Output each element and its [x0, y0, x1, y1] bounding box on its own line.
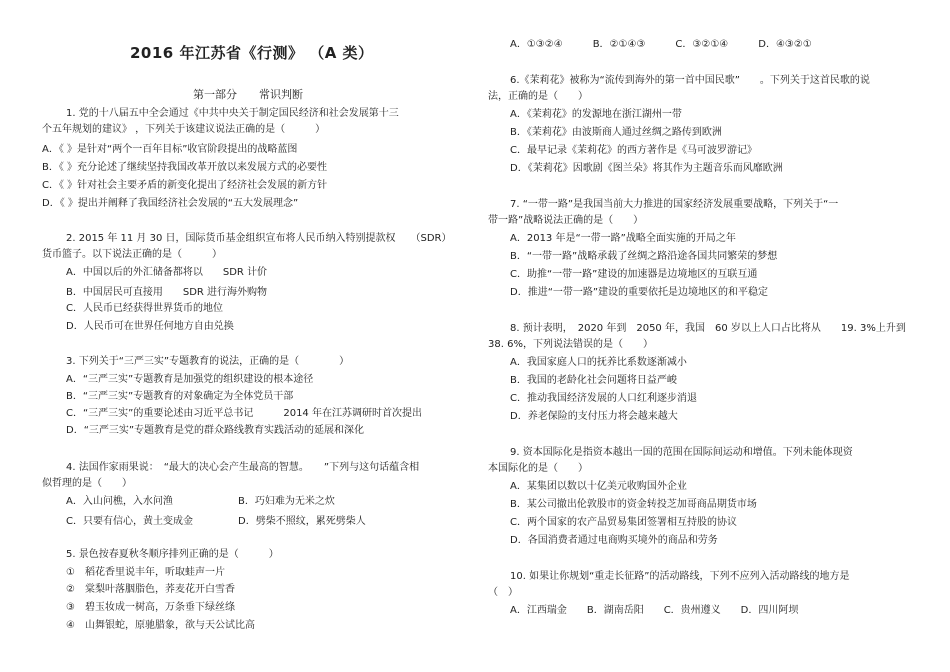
text-line: ④ 山舞银蛇，原驰腊象，欲与天公试比高 — [66, 620, 255, 631]
text-line: 货币篮子。以下说法正确的是（ ） — [42, 249, 222, 260]
text-line: ③ 碧玉妆成一树高，万条垂下绿丝绦 — [66, 602, 235, 613]
text-line: C．“三严三实”的重要论述由习近平总书记 2014 年在江苏调研时首次提出 — [66, 408, 422, 419]
text-line: 9. 资本国际化是指资本越出一国的范围在国际间运动和增值。下列未能体现资 — [510, 447, 853, 458]
text-line: 8. 预计表明， 2020 年到 2050 年，我国 60 岁以上人口占比将从 19. 3%上升到 — [510, 323, 906, 334]
section-heading: 第一部分 常识判断 — [193, 88, 303, 101]
text-line: 本国际化的是（ ） — [488, 463, 588, 474]
text-line: A．江西瑞金 B．湖南岳阳 C．贵州遵义 D．四川阿坝 — [510, 605, 799, 616]
text-line: B．“一带一路”战略承载了丝绸之路沿途各国共同繁荣的梦想 — [510, 251, 778, 262]
text-line: 6.《茉莉花》被称为“流传到海外的第一首中国民歌” 。下列关于这首民歌的说 — [510, 75, 870, 86]
text-line: A．“三严三实”专题教育是加强党的组织建设的根本途径 — [66, 374, 314, 385]
text-line: C．两个国家的农产品贸易集团签署相互持股的协议 — [510, 517, 737, 528]
text-line: A．①③②④ B．②①④③ C．③②①④ D．④③②① — [510, 39, 812, 50]
text-line: B．《 》充分论述了继续坚持我国改革开放以来发展方式的必要性 — [42, 162, 328, 173]
text-line: A．《茉莉花》的发源地在浙江湖州一带 — [510, 109, 682, 120]
text-line: 3. 下列关于“三严三实”专题教育的说法，正确的是（ ） — [66, 356, 350, 367]
text-line: （ ） — [488, 587, 518, 598]
text-line: C．《 》针对社会主要矛盾的新变化提出了经济社会发展的新方针 — [42, 180, 328, 191]
text-line: 4. 法国作家雨果说： “最大的决心会产生最高的智慧。 ”下列与这句话蕴含相 — [66, 462, 420, 473]
text-line: C．推动我国经济发展的人口红利逐步消退 — [510, 393, 697, 404]
text-line: A．我国家庭人口的抚养比系数逐渐减小 — [510, 357, 687, 368]
text-line: A．2013 年是“一带一路”战略全面实施的开局之年 — [510, 233, 736, 244]
text-line: C．只要有信心，黄土变成金 — [66, 516, 193, 527]
text-line: A．某集团以数以十亿美元收购国外企业 — [510, 481, 687, 492]
text-line: 2. 2015 年 11 月 30 日，国际货币基金组织宣布将人民币纳入特别提款权 （SDR） — [66, 233, 452, 244]
text-line: B．《茉莉花》由波斯商人通过丝绸之路传到欧洲 — [510, 127, 722, 138]
text-line: C．最早记录《茉莉花》的西方著作是《马可波罗游记》 — [510, 145, 757, 156]
exam-title: 2016 年江苏省《行测》 （A 类） — [130, 44, 374, 62]
text-line: B．我国的老龄化社会问题将日益严峻 — [510, 375, 677, 386]
text-line: D．《茉莉花》因歌剧《图兰朵》将其作为主题音乐而风靡欧洲 — [510, 163, 783, 174]
text-line: D．人民币可在世界任何地方自由兑换 — [66, 321, 234, 332]
text-line: D．《 》提出并阐释了我国经济社会发展的“五大发展理念” — [42, 198, 299, 209]
text-line: B．中国居民可直接用 SDR 进行海外购物 — [66, 287, 268, 298]
text-line: 10. 如果让你规划“重走长征路”的活动路线，下列不应列入活动路线的地方是 — [510, 571, 850, 582]
text-line: ② 棠梨叶落胭脂色，荞麦花开白雪香 — [66, 584, 235, 595]
text-line: 个五年规划的建议》 ，下列关于该建议说法正确的是（ ） — [42, 124, 326, 135]
text-line: B．巧妇难为无米之炊 — [238, 496, 335, 507]
text-line: D．养老保险的支付压力将会越来越大 — [510, 411, 678, 422]
text-line: B．“三严三实”专题教育的对象确定为全体党员干部 — [66, 391, 294, 402]
text-line: C．助推“一带一路”建设的加速器是边境地区的互联互通 — [510, 269, 758, 280]
text-line: A．《 》是针对“两个一百年目标”收官阶段提出的战略蓝图 — [42, 144, 298, 155]
text-line: D．各国消费者通过电商购买境外的商品和劳务 — [510, 535, 718, 546]
text-line: A．中国以后的外汇储备都将以 SDR 计价 — [66, 267, 268, 278]
text-line: 法，正确的是（ ） — [488, 91, 588, 102]
text-line: 38. 6%，下列说法错误的是（ ） — [488, 339, 653, 350]
text-line: ① 稻花香里说丰年，听取蛙声一片 — [66, 567, 225, 578]
text-line: C．人民币已经获得世界货币的地位 — [66, 303, 223, 314]
text-line: 5. 景色按春夏秋冬顺序排列正确的是（ ） — [66, 549, 279, 560]
text-line: A．入山问樵，入水问渔 — [66, 496, 173, 507]
text-line: D．劈柴不照纹，累死劈柴人 — [238, 516, 366, 527]
text-line: 1. 党的十八届五中全会通过《中共中央关于制定国民经济和社会发展第十三 — [66, 108, 399, 119]
text-line: 带一路”战略说法正确的是（ ） — [488, 215, 644, 226]
text-line: D．“三严三实”专题教育是党的群众路线教育实践活动的延展和深化 — [66, 425, 365, 436]
text-line: B．某公司撤出伦敦股市的资金转投芝加哥商品期货市场 — [510, 499, 757, 510]
text-line: 似哲理的是（ ） — [42, 478, 132, 489]
text-line: 7. “一带一路”是我国当前大力推进的国家经济发展重要战略，下列关于“一 — [510, 199, 839, 210]
text-line: D．推进“一带一路”建设的重要依托是边境地区的和平稳定 — [510, 287, 769, 298]
